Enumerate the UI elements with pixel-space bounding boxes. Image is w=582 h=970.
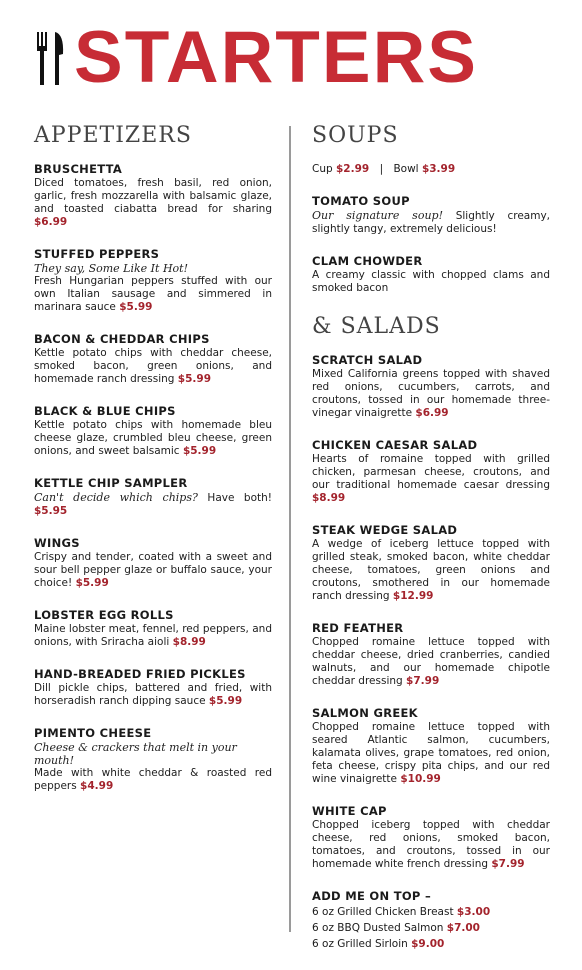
soups-heading: SOUPS: [312, 123, 399, 148]
item-name: STEAK WEDGE SALAD: [312, 523, 458, 537]
menu-item-chicken-caesar-salad: [312, 438, 550, 505]
menu-item-wings: [34, 536, 272, 590]
menu-item-stuffed-peppers: [34, 247, 272, 314]
item-price: $5.99: [75, 577, 109, 589]
menu-item-steak-wedge-salad: [312, 523, 550, 603]
item-description: Dill pickle chips, battered and fried, with horseradish ranch dipping sauce $5.99: [34, 682, 272, 707]
add-on-item: 6 oz Grilled Sirloin $9.00: [312, 938, 445, 950]
item-description: Chopped romaine lettuce topped with seared Atlantic salmon, cucumbers, kalamata olives, grape tomatoes, red onion, feta cheese, crispy pita chips, and our red wine vinaigrette $10.99: [312, 721, 550, 785]
soup-size-prices: [312, 162, 550, 176]
item-description: Our signature soup! Slightly creamy, slightly tangy, extremely delicious!: [312, 209, 550, 235]
add-on-price: $9.00: [411, 938, 445, 950]
item-name: WHITE CAP: [312, 804, 387, 818]
item-price: $5.99: [182, 445, 217, 457]
soups-salads-column: [312, 122, 550, 970]
cup-price: $2.99: [336, 163, 370, 175]
menu-item-bacon-cheddar-chips: [34, 332, 272, 386]
item-price: $7.99: [491, 858, 525, 870]
item-description: Crispy and tender, coated with a sweet and sour bell pepper glaze or buffalo sauce, your choice! $5.99: [34, 551, 272, 589]
menu-header: [34, 17, 554, 98]
item-price: $8.99: [312, 492, 346, 504]
item-name: SALMON GREEK: [312, 706, 418, 720]
item-price: $5.99: [208, 695, 243, 707]
item-description: Kettle potato chips with cheddar cheese, smoked bacon, green onions, and homemade ranch dressing $5.99: [34, 347, 272, 385]
item-description: Chopped iceberg topped with cheddar cheese, red onions, smoked bacon, tomatoes, and croutons, tossed in our homemade white french dressing $7.99: [312, 819, 550, 870]
menu-item-kettle-chip-sampler: [34, 476, 272, 518]
item-description: Can't decide which chips? Have both! $5.95: [34, 491, 273, 517]
item-name: BACON & CHEDDAR CHIPS: [34, 332, 210, 346]
add-ons: [312, 889, 550, 952]
add-on-price: $7.00: [446, 922, 480, 934]
appetizers-heading: APPETIZERS: [34, 123, 192, 148]
menu-item-white-cap: [312, 804, 550, 871]
item-tagline: Our signature soup!: [312, 209, 443, 222]
cup-label: Cup: [312, 163, 333, 175]
item-name: LOBSTER EGG ROLLS: [34, 608, 174, 622]
appetizers-column: [34, 122, 272, 811]
item-price: $8.99: [172, 636, 206, 648]
add-on-item: 6 oz BBQ Dusted Salmon $7.00: [312, 922, 480, 934]
item-description: Chopped romaine lettuce topped with cheddar cheese, dried cranberries, candied walnuts, and our homemade chipotle cheddar dressing $7.99: [312, 636, 550, 687]
item-description: Kettle potato chips with homemade bleu cheese glaze, crumbled bleu cheese, green onions, and sweet balsamic $5.99: [34, 419, 272, 457]
item-description: Made with white cheddar & roasted red peppers $4.99: [34, 767, 272, 792]
item-description: A wedge of iceberg lettuce topped with grilled steak, smoked bacon, white cheddar cheese, tomatoes, green onions and croutons, smothered in our homemade ranch dressing $12.99: [312, 538, 550, 602]
add-on-item: 6 oz Grilled Chicken Breast $3.00: [312, 906, 491, 918]
menu-item-black-blue-chips: [34, 404, 272, 458]
column-divider: [289, 126, 291, 932]
item-description: Mixed California greens topped with shaved red onions, cucumbers, carrots, and croutons, tossed in our homemade three-vinegar vinaigrette $6.99: [312, 368, 550, 419]
item-price: $10.99: [400, 773, 441, 785]
item-description: Maine lobster meat, fennel, red peppers, and onions, with Sriracha aioli $8.99: [34, 623, 272, 648]
item-name: BRUSCHETTA: [34, 162, 123, 176]
knife-fork-icon: [34, 30, 70, 86]
item-price: $5.99: [177, 373, 212, 385]
item-name: PIMENTO CHEESE: [34, 726, 152, 740]
menu-item-clam-chowder: [312, 254, 550, 295]
salads-heading: & SALADS: [312, 314, 441, 339]
menu-item-tomato-soup: [312, 194, 550, 236]
item-price: $6.99: [34, 216, 68, 228]
menu-item-bruschetta: [34, 162, 272, 229]
item-name: KETTLE CHIP SAMPLER: [34, 476, 188, 490]
item-description: Fresh Hungarian peppers stuffed with our own Italian sausage and simmered in marinara sauce $5.99: [34, 275, 272, 313]
bowl-label: Bowl: [393, 163, 419, 175]
bowl-price: $3.99: [421, 163, 456, 175]
size-separator: |: [379, 163, 384, 175]
item-price: $4.99: [80, 780, 114, 792]
add-ons-heading: ADD ME ON TOP –: [312, 889, 432, 903]
item-description: Hearts of romaine topped with grilled chicken, parmesan cheese, croutons, and our traditional homemade caesar dressing $8.99: [312, 453, 550, 504]
item-tagline: Can't decide which chips?: [34, 491, 198, 504]
add-on-price: $3.00: [456, 906, 491, 918]
item-name: CHICKEN CAESAR SALAD: [312, 438, 478, 452]
item-description: A creamy classic with chopped clams and smoked bacon: [312, 269, 550, 294]
menu-item-lobster-egg-rolls: [34, 608, 272, 649]
item-tagline: Cheese & crackers that melt in your mouth!: [34, 741, 237, 767]
item-description: Diced tomatoes, fresh basil, red onion, garlic, fresh mozzarella with balsamic glaze, and toasted ciabatta bread for sharing $6.99: [34, 177, 272, 228]
menu-item-scratch-salad: [312, 353, 550, 420]
menu-item-fried-pickles: [34, 667, 272, 708]
item-price: $5.95: [34, 505, 68, 517]
menu-item-red-feather: [312, 621, 550, 688]
menu-item-pimento-cheese: [34, 726, 272, 793]
item-tagline: They say, Some Like It Hot!: [34, 262, 188, 275]
item-price: $5.99: [119, 301, 153, 313]
item-name: CLAM CHOWDER: [312, 254, 423, 268]
item-name: SCRATCH SALAD: [312, 353, 423, 367]
item-name: RED FEATHER: [312, 621, 404, 635]
item-name: BLACK & BLUE CHIPS: [34, 404, 176, 418]
item-name: HAND-BREADED FRIED PICKLES: [34, 667, 246, 681]
item-price: $6.99: [415, 407, 449, 419]
menu-item-salmon-greek: [312, 706, 550, 786]
page-title: STARTERS: [74, 17, 478, 98]
item-price: $7.99: [406, 675, 440, 687]
item-name: TOMATO SOUP: [312, 194, 410, 208]
item-name: WINGS: [34, 536, 80, 550]
item-price: $12.99: [392, 590, 434, 602]
item-name: STUFFED PEPPERS: [34, 247, 160, 261]
